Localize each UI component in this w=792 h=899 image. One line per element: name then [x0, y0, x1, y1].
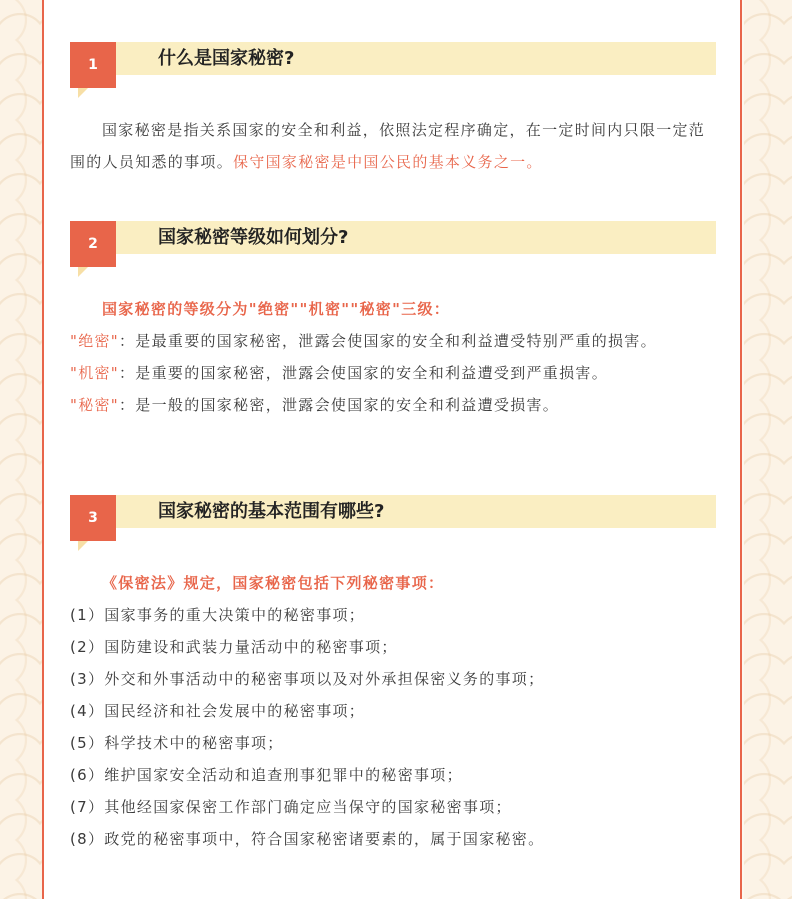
section-1-title: 什么是国家秘密?: [158, 48, 295, 69]
section-1-body: [70, 114, 720, 178]
section-number-badge: 2: [70, 221, 116, 267]
list-item: (5）科学技术中的秘密事项；: [70, 734, 284, 752]
left-pattern-border: [0, 0, 42, 899]
list-item: (4）国民经济和社会发展中的秘密事项；: [70, 702, 366, 720]
badge-fold: [78, 88, 88, 98]
level-term: "绝密": [70, 332, 119, 350]
list-item: (2）国防建设和武装力量活动中的秘密事项；: [70, 638, 398, 656]
badge-fold: [78, 541, 88, 551]
section-2-title: 国家秘密等级如何划分?: [158, 227, 349, 248]
level-term: "秘密": [70, 396, 119, 414]
level-desc: ：是重要的国家秘密，泄露会使国家的安全和利益遭受到严重损害。: [119, 364, 609, 382]
section-number-badge: 3: [70, 495, 116, 541]
list-item: (3）外交和外事活动中的秘密事项以及对外承担保密义务的事项；: [70, 670, 545, 688]
list-item: (8）政党的秘密事项中，符合国家秘密诸要素的，属于国家秘密。: [70, 830, 545, 848]
section-1-header: [70, 42, 716, 98]
section-2-intro: 国家秘密的等级分为"绝密""机密""秘密"三级：: [102, 300, 451, 318]
level-top-secret: [70, 325, 720, 357]
content-card: [42, 0, 742, 899]
section-3-header: [70, 495, 716, 551]
section-2-body: [70, 293, 720, 421]
list-item: (1）国家事务的重大决策中的秘密事项；: [70, 606, 366, 624]
level-secret: [70, 389, 720, 421]
section-1-highlight: 保守国家秘密是中国公民的基本义务之一。: [233, 153, 543, 171]
section-3-title: 国家秘密的基本范围有哪些?: [158, 501, 385, 522]
section-3-intro: 《保密法》规定，国家秘密包括下列秘密事项：: [102, 574, 445, 592]
section-number-badge: 1: [70, 42, 116, 88]
section-2-header: [70, 221, 716, 277]
level-term: "机密": [70, 364, 119, 382]
list-item: (6）维护国家安全活动和追查刑事犯罪中的秘密事项；: [70, 766, 463, 784]
list-item: (7）其他经国家保密工作部门确定应当保守的国家秘密事项；: [70, 798, 512, 816]
badge-fold: [78, 267, 88, 277]
section-1-body-text: 国家秘密是指关系国家的安全和利益，依照法定程序确定，在一定时间内只限一定范围的人员知悉的事项。: [70, 121, 706, 171]
level-confidential: [70, 357, 720, 389]
level-desc: ：是最重要的国家秘密，泄露会使国家的安全和利益遭受特别严重的损害。: [119, 332, 657, 350]
section-3-body: [70, 567, 720, 855]
level-desc: ：是一般的国家秘密，泄露会使国家的安全和利益遭受损害。: [119, 396, 560, 414]
right-pattern-border: [744, 0, 792, 899]
